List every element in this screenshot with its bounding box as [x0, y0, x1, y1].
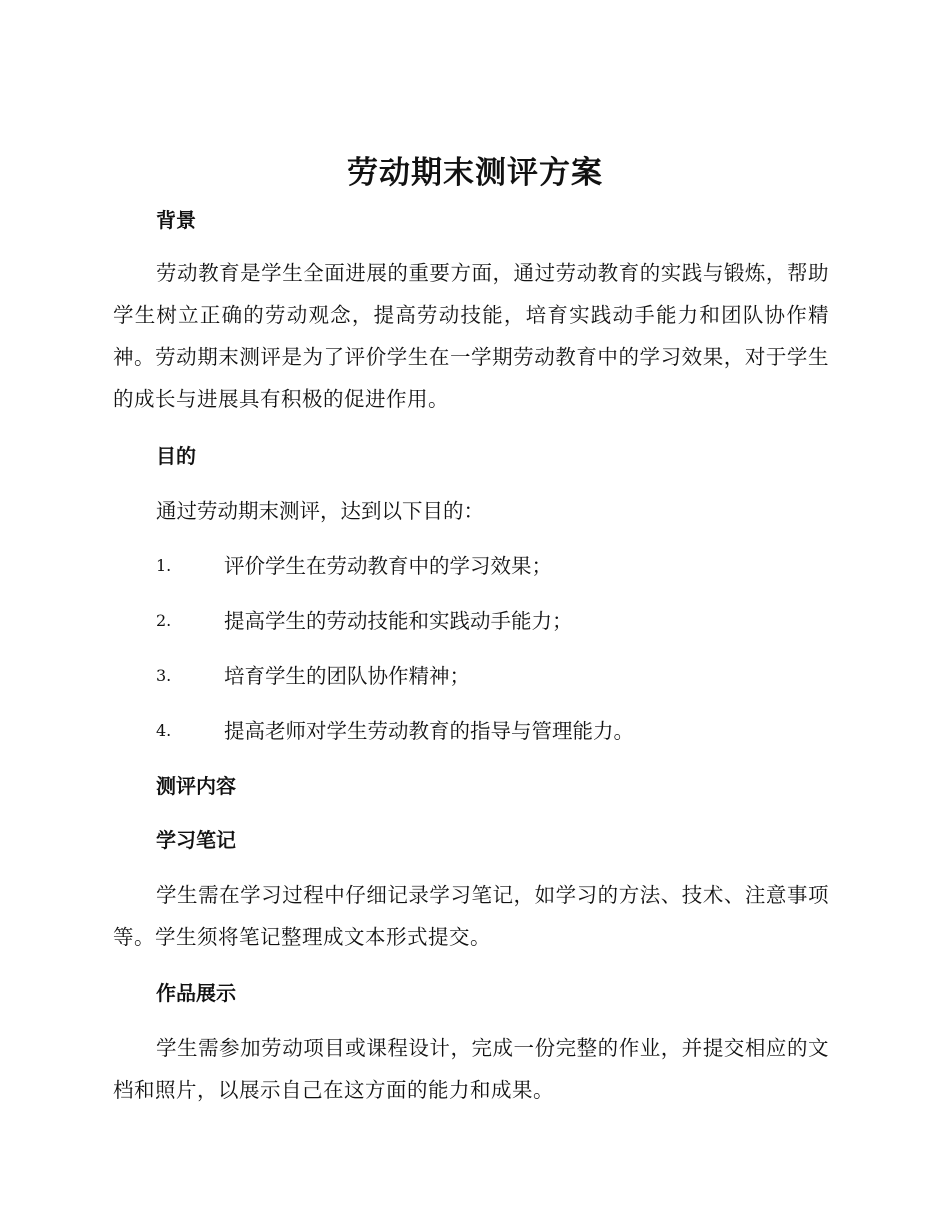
list-number: 4. — [156, 721, 172, 740]
list-item — [156, 661, 836, 691]
document-title: 劳动期末测评方案 — [347, 155, 603, 191]
list-text: 评价学生在劳动教育中的学习效果； — [224, 554, 552, 578]
list-text: 提高老师对学生劳动教育的指导与管理能力。 — [224, 719, 634, 743]
list-text: 培育学生的团队协作精神； — [224, 664, 470, 688]
list-number: 2. — [156, 611, 172, 630]
section-heading-purpose: 目的 — [156, 444, 196, 468]
background-paragraph: 劳动教育是学生全面进展的重要方面，通过劳动教育的实践与锻炼，帮助学生树立正确的劳动观念，提高劳动技能，培育实践动手能力和团队协作精神。劳动期末测评是为了评价学生在一学期劳动教育中的学习效果，对于学生的成长与进展具有积极的促进作用。 — [113, 261, 829, 411]
list-item — [156, 716, 836, 746]
list-text: 提高学生的劳动技能和实践动手能力； — [224, 609, 573, 633]
list-number: 1. — [156, 556, 172, 575]
purpose-intro: 通过劳动期末测评，达到以下目的： — [156, 499, 484, 523]
list-item — [156, 551, 836, 581]
list-number: 3. — [156, 666, 172, 685]
subsection-heading-notes: 学习笔记 — [156, 828, 236, 852]
notes-paragraph: 学生需在学习过程中仔细记录学习笔记，如学习的方法、技术、注意事项等。学生须将笔记整理成文本形式提交。 — [113, 883, 829, 949]
subsection-heading-works: 作品展示 — [156, 981, 236, 1005]
list-item — [156, 606, 836, 636]
section-heading-background: 背景 — [156, 208, 196, 232]
works-paragraph: 学生需参加劳动项目或课程设计，完成一份完整的作业，并提交相应的文档和照片，以展示自己在这方面的能力和成果。 — [113, 1036, 829, 1102]
section-heading-content: 测评内容 — [156, 774, 236, 798]
